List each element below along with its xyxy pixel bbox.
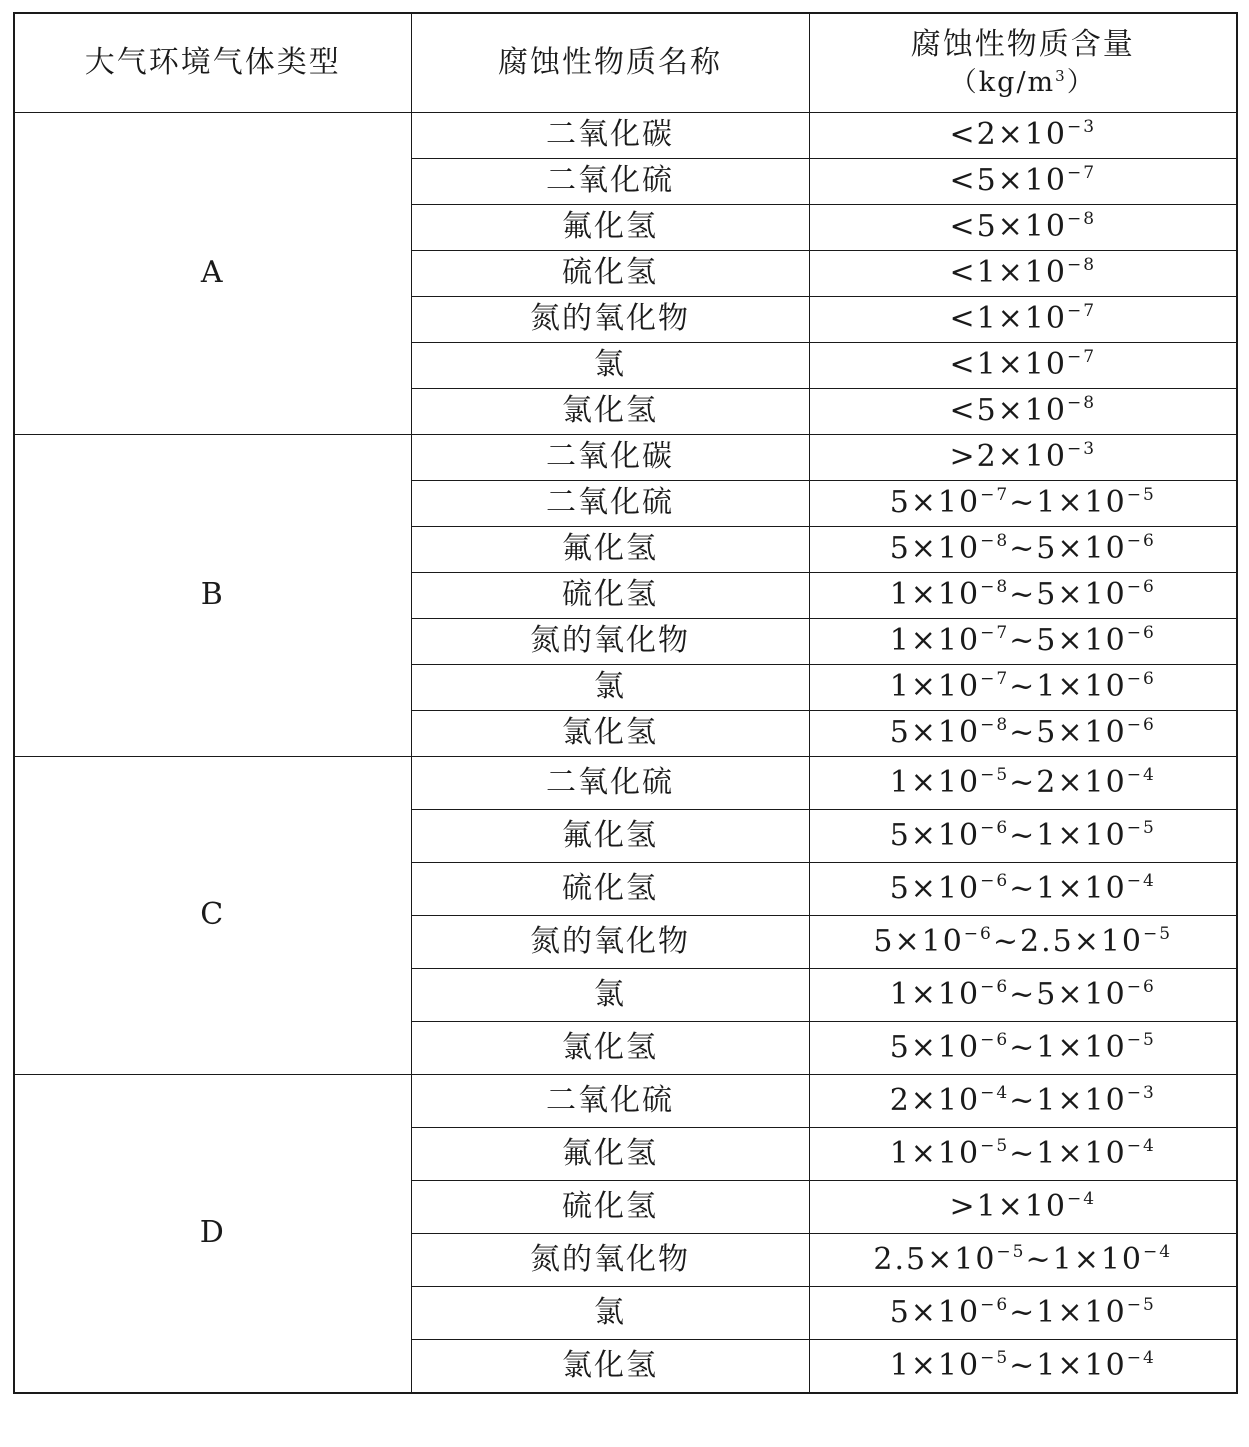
content-exponent: −4 xyxy=(1143,1241,1173,1262)
content-base: 1×10 xyxy=(889,623,981,659)
content-base: 5×10 xyxy=(889,817,981,853)
substance-content-cell xyxy=(809,1340,1237,1394)
content-base: 1×10 xyxy=(889,577,981,613)
content-exponent: −6 xyxy=(1126,531,1156,552)
content-exponent: −6 xyxy=(963,923,993,944)
substance-content-cell xyxy=(809,435,1237,481)
content-base: >2×10 xyxy=(949,439,1067,475)
content-exponent: −5 xyxy=(980,1135,1010,1156)
content-exponent: −3 xyxy=(1066,117,1097,138)
substance-content-cell xyxy=(809,297,1237,343)
substance-name-cell: 氟化氢 xyxy=(411,810,809,863)
content-exponent: −5 xyxy=(980,764,1010,785)
table-row xyxy=(14,757,1237,810)
header-unit xyxy=(810,67,1237,98)
content-base: ~1×10 xyxy=(1009,1135,1127,1171)
content-base: ~1×10 xyxy=(1009,1029,1127,1065)
content-exponent: −8 xyxy=(980,531,1010,552)
substance-name-cell: 氟化氢 xyxy=(411,1128,809,1181)
content-exponent: −5 xyxy=(980,1347,1010,1368)
content-base: <1×10 xyxy=(949,347,1067,383)
substance-name-cell: 二氧化碳 xyxy=(411,435,809,481)
content-exponent: −3 xyxy=(1066,439,1097,460)
content-exponent: −8 xyxy=(980,715,1010,736)
content-base: 5×10 xyxy=(889,531,981,567)
content-exponent: −6 xyxy=(980,1029,1010,1050)
content-base: ~1×10 xyxy=(1025,1241,1144,1277)
corrosive-gas-table xyxy=(13,12,1238,1394)
content-base: ~5×10 xyxy=(1009,715,1127,751)
substance-name-cell: 氯 xyxy=(411,665,809,711)
content-base: ~1×10 xyxy=(1009,1347,1127,1383)
content-exponent: −6 xyxy=(980,817,1010,838)
content-exponent: −7 xyxy=(1066,347,1097,368)
substance-content-cell xyxy=(809,205,1237,251)
content-exponent: −5 xyxy=(1126,1029,1156,1050)
content-base: ~5×10 xyxy=(1009,531,1127,567)
substance-content-cell xyxy=(809,916,1237,969)
content-base: 2.5×10 xyxy=(873,1241,997,1277)
substance-name-cell: 氮的氧化物 xyxy=(411,916,809,969)
content-exponent: −7 xyxy=(1066,301,1097,322)
substance-name-cell: 氮的氧化物 xyxy=(411,297,809,343)
substance-content-cell xyxy=(809,389,1237,435)
table-row xyxy=(14,113,1237,159)
substance-content-cell xyxy=(809,711,1237,757)
substance-name-cell: 氯化氢 xyxy=(411,1340,809,1394)
content-base: ~5×10 xyxy=(1009,623,1127,659)
substance-name-cell: 硫化氢 xyxy=(411,863,809,916)
substance-content-cell xyxy=(809,665,1237,711)
header-substance-content xyxy=(809,13,1237,113)
content-exponent: −6 xyxy=(1126,976,1156,997)
content-exponent: −7 xyxy=(980,669,1010,690)
substance-name-cell: 氟化氢 xyxy=(411,205,809,251)
content-base: 1×10 xyxy=(889,669,981,705)
header-content-label: 腐蚀性物质含量 xyxy=(910,27,1135,63)
content-exponent: −5 xyxy=(1143,923,1173,944)
content-base: <5×10 xyxy=(949,209,1067,245)
content-exponent: −5 xyxy=(1126,1294,1156,1315)
substance-name-cell: 氟化氢 xyxy=(411,527,809,573)
content-base: <2×10 xyxy=(949,117,1067,153)
table-row xyxy=(14,435,1237,481)
gas-type-cell: C xyxy=(14,757,411,1075)
content-exponent: −6 xyxy=(980,976,1010,997)
content-base: ~1×10 xyxy=(1009,485,1127,521)
content-exponent: −4 xyxy=(1126,1135,1156,1156)
substance-content-cell xyxy=(809,343,1237,389)
content-exponent: −4 xyxy=(1126,1347,1156,1368)
header-row xyxy=(14,13,1237,113)
content-base: ~1×10 xyxy=(1009,817,1127,853)
content-exponent: −8 xyxy=(1066,255,1097,276)
content-base: ~1×10 xyxy=(1009,1294,1127,1330)
content-exponent: −6 xyxy=(1126,715,1156,736)
content-exponent: −4 xyxy=(980,1082,1010,1103)
substance-name-cell: 氯化氢 xyxy=(411,1022,809,1075)
content-base: <1×10 xyxy=(949,301,1067,337)
header-substance-name: 腐蚀性物质名称 xyxy=(411,13,809,113)
content-exponent: −6 xyxy=(980,870,1010,891)
content-base: >1×10 xyxy=(949,1188,1067,1224)
substance-name-cell: 硫化氢 xyxy=(411,251,809,297)
content-base: 2×10 xyxy=(889,1082,981,1118)
content-base: <1×10 xyxy=(949,255,1067,291)
content-exponent: −4 xyxy=(1066,1188,1097,1209)
content-base: 5×10 xyxy=(889,1294,981,1330)
content-base: <5×10 xyxy=(949,393,1067,429)
substance-content-cell xyxy=(809,1181,1237,1234)
content-base: 5×10 xyxy=(873,923,964,959)
content-exponent: −4 xyxy=(1126,870,1156,891)
content-base: 1×10 xyxy=(889,764,981,800)
substance-content-cell xyxy=(809,251,1237,297)
content-exponent: −7 xyxy=(980,623,1010,644)
content-exponent: −5 xyxy=(1126,485,1156,506)
header-unit-exponent: 3 xyxy=(1055,66,1067,85)
substance-content-cell xyxy=(809,113,1237,159)
header-unit-base: （kg/m xyxy=(949,66,1056,98)
content-base: ~1×10 xyxy=(1009,669,1127,705)
substance-content-cell xyxy=(809,1128,1237,1181)
content-exponent: −6 xyxy=(1126,577,1156,598)
content-base: ~1×10 xyxy=(1009,870,1127,906)
header-gas-type: 大气环境气体类型 xyxy=(14,13,411,113)
substance-content-cell xyxy=(809,969,1237,1022)
substance-name-cell: 氮的氧化物 xyxy=(411,1234,809,1287)
table-header xyxy=(14,13,1237,113)
substance-content-cell xyxy=(809,573,1237,619)
substance-name-cell: 氯 xyxy=(411,1287,809,1340)
content-exponent: −8 xyxy=(1066,209,1097,230)
gas-type-cell: B xyxy=(14,435,411,757)
substance-content-cell xyxy=(809,1022,1237,1075)
content-exponent: −8 xyxy=(1066,393,1097,414)
content-base: 1×10 xyxy=(889,976,981,1012)
substance-name-cell: 二氧化硫 xyxy=(411,1075,809,1128)
substance-content-cell xyxy=(809,481,1237,527)
content-exponent: −3 xyxy=(1126,1082,1156,1103)
content-exponent: −6 xyxy=(1126,623,1156,644)
content-base: 5×10 xyxy=(889,870,981,906)
content-base: 5×10 xyxy=(889,1029,981,1065)
content-base: ~5×10 xyxy=(1009,976,1127,1012)
substance-content-cell xyxy=(809,757,1237,810)
content-base: ~1×10 xyxy=(1009,1082,1127,1118)
table-row xyxy=(14,1075,1237,1128)
substance-content-cell xyxy=(809,1075,1237,1128)
substance-name-cell: 二氧化硫 xyxy=(411,481,809,527)
content-base: <5×10 xyxy=(949,163,1067,199)
content-base: 1×10 xyxy=(889,1135,981,1171)
content-exponent: −6 xyxy=(1126,669,1156,690)
content-base: ~2×10 xyxy=(1009,764,1127,800)
substance-name-cell: 二氧化硫 xyxy=(411,159,809,205)
content-exponent: −5 xyxy=(1126,817,1156,838)
content-exponent: −7 xyxy=(980,485,1010,506)
table-body xyxy=(14,113,1237,1394)
substance-content-cell xyxy=(809,863,1237,916)
substance-name-cell: 氯化氢 xyxy=(411,389,809,435)
gas-type-cell: A xyxy=(14,113,411,435)
content-base: 5×10 xyxy=(889,485,981,521)
content-exponent: −4 xyxy=(1126,764,1156,785)
content-base: ~2.5×10 xyxy=(992,923,1144,959)
substance-name-cell: 硫化氢 xyxy=(411,573,809,619)
content-exponent: −8 xyxy=(980,577,1010,598)
substance-content-cell xyxy=(809,527,1237,573)
substance-name-cell: 氯 xyxy=(411,343,809,389)
substance-name-cell: 二氧化碳 xyxy=(411,113,809,159)
substance-name-cell: 氮的氧化物 xyxy=(411,619,809,665)
content-base: 5×10 xyxy=(889,715,981,751)
content-exponent: −6 xyxy=(980,1294,1010,1315)
substance-content-cell xyxy=(809,619,1237,665)
content-exponent: −5 xyxy=(996,1241,1026,1262)
substance-content-cell xyxy=(809,810,1237,863)
substance-content-cell xyxy=(809,1287,1237,1340)
substance-content-cell xyxy=(809,1234,1237,1287)
content-exponent: −7 xyxy=(1066,163,1097,184)
substance-name-cell: 氯化氢 xyxy=(411,711,809,757)
header-unit-close: ） xyxy=(1066,66,1096,98)
content-base: ~5×10 xyxy=(1009,577,1127,613)
substance-name-cell: 氯 xyxy=(411,969,809,1022)
gas-type-cell: D xyxy=(14,1075,411,1394)
content-base: 1×10 xyxy=(889,1347,981,1383)
substance-name-cell: 硫化氢 xyxy=(411,1181,809,1234)
substance-name-cell: 二氧化硫 xyxy=(411,757,809,810)
substance-content-cell xyxy=(809,159,1237,205)
